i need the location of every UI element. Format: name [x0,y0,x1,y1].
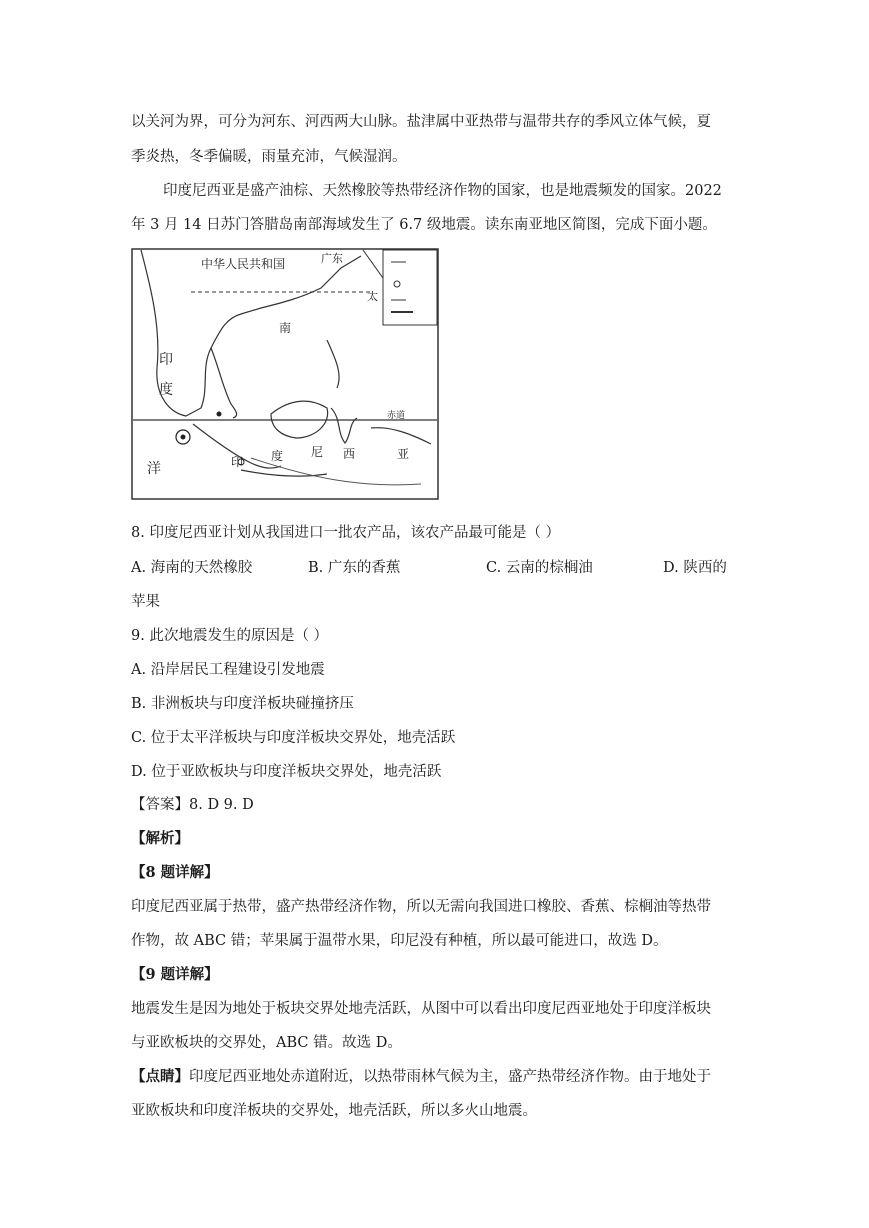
map-label-indonesia-du: 度 [271,449,284,463]
map-legend-box [383,250,437,325]
intro-line-1: 以关河为界，可分为河东、河西两大山脉。盐津属中亚热带与温带共存的季风立体气候，夏 [131,114,711,130]
q9-option-a: A. 沿岸居民工程建设引发地震 [131,662,325,678]
map-label-indonesia-ya: 亚 [397,447,410,461]
analysis-title: 【解析】 [131,830,189,847]
q9-option-b: B. 非洲板块与印度洋板块碰撞挤压 [131,696,354,712]
intro-line-2: 季炎热，冬季偏暖，雨量充沛，气候湿润。 [131,149,407,165]
q8-option-a: A. 海南的天然橡胶 [131,560,253,576]
map-label-indonesia-yin: 印 [231,455,244,469]
map-label-ocean-yin: 印 [159,352,173,368]
map-label-indonesia-ni: 尼 [311,445,324,459]
comment-title: 【点睛】 [131,1068,189,1085]
map-label-tai: 太 [367,290,378,303]
comment-line-2: 亚欧板块和印度洋板块的交界处，地壳活跃，所以多火山地震。 [131,1103,537,1119]
detail8-line-2: 作物，故 ABC 错；苹果属于温带水果，印尼没有种植，所以最可能进口，故选 D。 [131,933,668,949]
detail9-title: 【9 题详解】 [131,966,219,983]
comment-text-1: 印度尼西亚地处赤道附近，以热带雨林气候为主，盛产热带经济作物。由于地处于 [189,1069,711,1085]
map-label-south: 南 [279,321,292,335]
q8-stem: 8. 印度尼西亚计划从我国进口一批农产品，该农产品最可能是（ ） [131,525,561,541]
map-svg [131,248,439,500]
q9-stem: 9. 此次地震发生的原因是（ ） [131,628,329,644]
q8-option-d: D. 陕西的 [663,560,727,576]
answer-line: 【答案】8. D 9. D [131,797,254,813]
detail9-line-2: 与亚欧板块的交界处，ABC 错。故选 D。 [131,1035,402,1051]
q8-option-c: C. 云南的棕榈油 [486,560,593,576]
map-label-equator: 赤道 [387,411,406,421]
detail8-title: 【8 题详解】 [131,864,219,881]
map-label-indonesia-xi: 西 [343,447,356,461]
detail8-line-1: 印度尼西亚属于热带，盛产热带经济作物，所以无需向我国进口橡胶、香蕉、棕榈油等热带 [131,899,711,915]
southeast-asia-map [131,248,439,500]
detail9-line-1: 地震发生是因为地处于板块交界处地壳活跃，从图中可以看出印度尼西亚地处于印度洋板块 [131,1001,711,1017]
intro-line-4: 年 3 月 14 日苏门答腊岛南部海域发生了 6.7 级地震。读东南亚地区简图，完成下面小题。 [131,217,717,233]
q9-option-c: C. 位于太平洋板块与印度洋板块交界处，地壳活跃 [131,730,456,746]
comment-line-1 [131,1067,711,1087]
q8-option-b: B. 广东的香蕉 [308,560,401,576]
singapore-dot [217,412,222,417]
map-label-china: 中华人民共和国 [201,257,286,271]
q8-option-d-cont: 苹果 [131,594,160,610]
q9-option-d: D. 位于亚欧板块与印度洋板块交界处，地壳活跃 [131,764,442,780]
intro-line-3: 印度尼西亚是盛产油棕、天然橡胶等热带经济作物的国家，也是地震频发的国家。2022 [163,183,722,199]
map-label-ocean-du: 度 [159,382,173,398]
map-label-ocean-yang: 洋 [147,461,161,477]
epicenter-dot [181,435,186,440]
map-label-guangdong: 广东 [321,252,343,265]
